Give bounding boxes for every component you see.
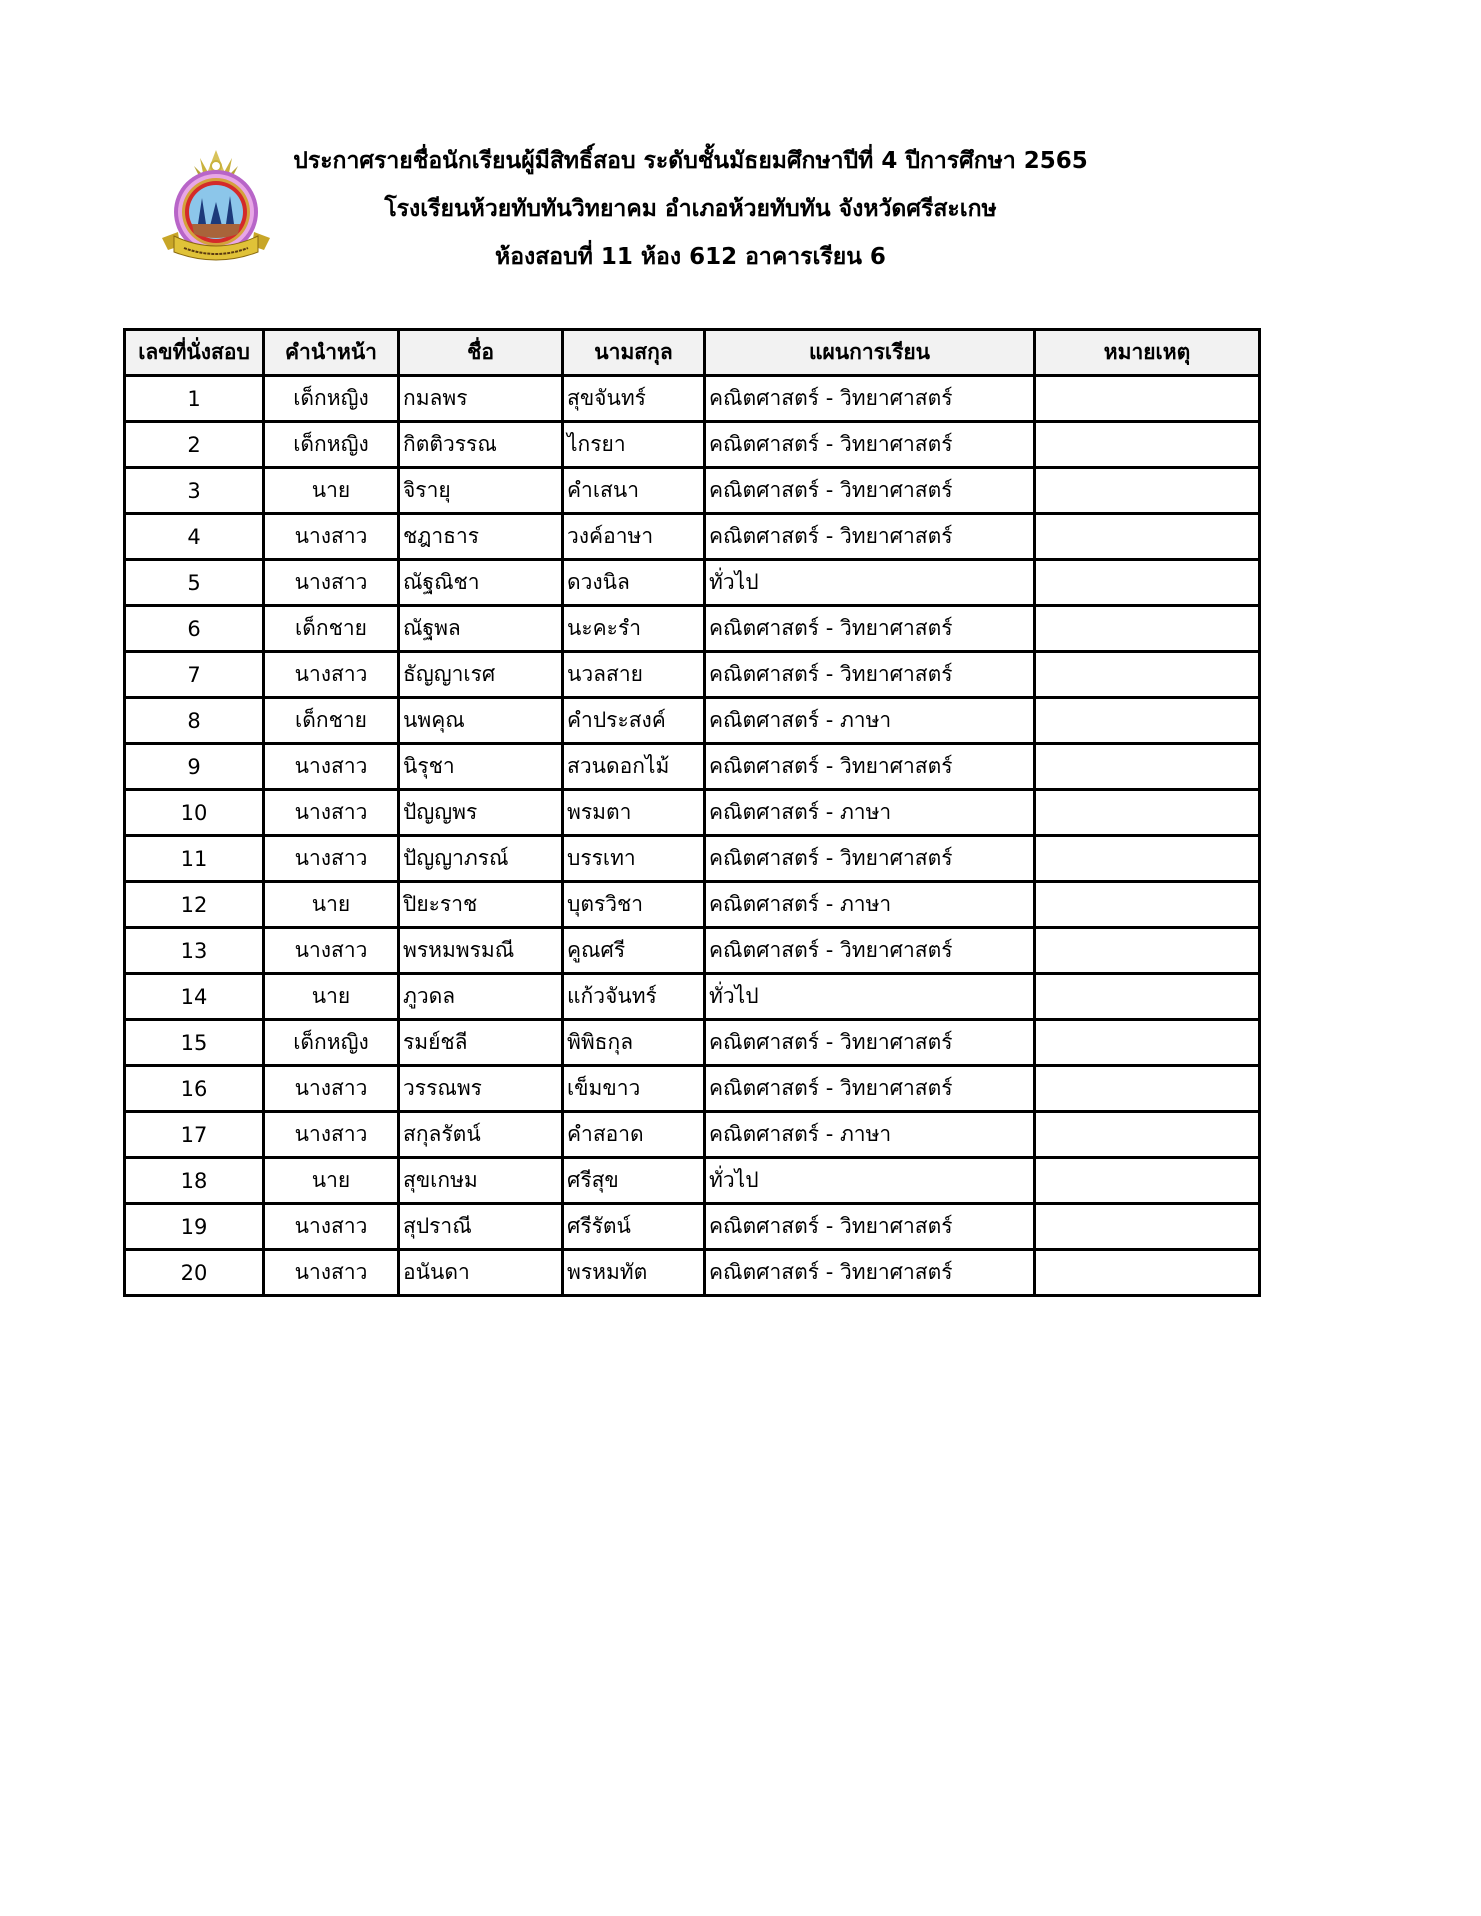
prefix-cell: เด็กหญิง (264, 376, 399, 422)
study-plan-cell: คณิตศาสตร์ - ภาษา (705, 882, 1035, 928)
first-name-cell: กิตติวรรณ (399, 422, 563, 468)
table-row (125, 1250, 1260, 1296)
last-name-cell: นะคะรำ (563, 606, 705, 652)
table-row (125, 376, 1260, 422)
note-cell (1035, 1250, 1260, 1296)
last-name-cell: ไกรยา (563, 422, 705, 468)
study-plan-cell: คณิตศาสตร์ - วิทยาศาสตร์ (705, 376, 1035, 422)
seat-number-cell: 10 (125, 790, 264, 836)
first-name-cell: สุขเกษม (399, 1158, 563, 1204)
table-row (125, 1020, 1260, 1066)
table-row (125, 422, 1260, 468)
table-row (125, 606, 1260, 652)
first-name-cell: นพคุณ (399, 698, 563, 744)
last-name-cell: สวนดอกไม้ (563, 744, 705, 790)
note-cell (1035, 652, 1260, 698)
prefix-cell: นาย (264, 974, 399, 1020)
seat-number-cell: 8 (125, 698, 264, 744)
last-name-cell: พิพิธกุล (563, 1020, 705, 1066)
column-header-prefix: คำนำหน้า (264, 330, 399, 376)
first-name-cell: ณัฐณิชา (399, 560, 563, 606)
prefix-cell: นางสาว (264, 928, 399, 974)
prefix-cell: เด็กหญิง (264, 422, 399, 468)
note-cell (1035, 1020, 1260, 1066)
last-name-cell: ดวงนิล (563, 560, 705, 606)
table-row (125, 836, 1260, 882)
note-cell (1035, 698, 1260, 744)
last-name-cell: เข็มขาว (563, 1066, 705, 1112)
first-name-cell: อนันดา (399, 1250, 563, 1296)
table-row (125, 1158, 1260, 1204)
study-plan-cell: คณิตศาสตร์ - วิทยาศาสตร์ (705, 1066, 1035, 1112)
seat-number-cell: 15 (125, 1020, 264, 1066)
note-cell (1035, 422, 1260, 468)
column-header-last-name: นามสกุล (563, 330, 705, 376)
study-plan-cell: คณิตศาสตร์ - วิทยาศาสตร์ (705, 1020, 1035, 1066)
study-plan-cell: คณิตศาสตร์ - วิทยาศาสตร์ (705, 652, 1035, 698)
study-plan-cell: คณิตศาสตร์ - วิทยาศาสตร์ (705, 606, 1035, 652)
note-cell (1035, 790, 1260, 836)
column-header-study-plan: แผนการเรียน (705, 330, 1035, 376)
table-row (125, 790, 1260, 836)
table-row (125, 928, 1260, 974)
prefix-cell: นางสาว (264, 1204, 399, 1250)
prefix-cell: นางสาว (264, 836, 399, 882)
note-cell (1035, 560, 1260, 606)
table-row (125, 1112, 1260, 1158)
table-row (125, 1066, 1260, 1112)
last-name-cell: ศรีสุข (563, 1158, 705, 1204)
column-header-note: หมายเหตุ (1035, 330, 1260, 376)
study-plan-cell: ทั่วไป (705, 560, 1035, 606)
table-row (125, 514, 1260, 560)
first-name-cell: ปัญญพร (399, 790, 563, 836)
prefix-cell: นางสาว (264, 1066, 399, 1112)
last-name-cell: ศรีรัตน์ (563, 1204, 705, 1250)
first-name-cell: วรรณพร (399, 1066, 563, 1112)
prefix-cell: นาย (264, 1158, 399, 1204)
last-name-cell: คูณศรี (563, 928, 705, 974)
first-name-cell: ปิยะราช (399, 882, 563, 928)
seat-number-cell: 16 (125, 1066, 264, 1112)
table-row (125, 468, 1260, 514)
column-header-first-name: ชื่อ (399, 330, 563, 376)
seat-number-cell: 5 (125, 560, 264, 606)
table-row (125, 1204, 1260, 1250)
last-name-cell: นวลสาย (563, 652, 705, 698)
seat-number-cell: 6 (125, 606, 264, 652)
study-plan-cell: ทั่วไป (705, 1158, 1035, 1204)
seat-number-cell: 18 (125, 1158, 264, 1204)
study-plan-cell: คณิตศาสตร์ - วิทยาศาสตร์ (705, 836, 1035, 882)
note-cell (1035, 1158, 1260, 1204)
seat-number-cell: 9 (125, 744, 264, 790)
table-header-row (125, 330, 1260, 376)
first-name-cell: ณัฐพล (399, 606, 563, 652)
last-name-cell: คำประสงค์ (563, 698, 705, 744)
seat-number-cell: 14 (125, 974, 264, 1020)
note-cell (1035, 882, 1260, 928)
last-name-cell: แก้วจันทร์ (563, 974, 705, 1020)
first-name-cell: พรหมพรมณี (399, 928, 563, 974)
table-row (125, 698, 1260, 744)
note-cell (1035, 744, 1260, 790)
seat-number-cell: 7 (125, 652, 264, 698)
prefix-cell: นางสาว (264, 560, 399, 606)
first-name-cell: ธัญญาเรศ (399, 652, 563, 698)
study-plan-cell: คณิตศาสตร์ - วิทยาศาสตร์ (705, 1204, 1035, 1250)
last-name-cell: คำเสนา (563, 468, 705, 514)
prefix-cell: นางสาว (264, 1112, 399, 1158)
note-cell (1035, 1204, 1260, 1250)
note-cell (1035, 928, 1260, 974)
first-name-cell: ภูวดล (399, 974, 563, 1020)
note-cell (1035, 514, 1260, 560)
study-plan-cell: คณิตศาสตร์ - ภาษา (705, 790, 1035, 836)
study-plan-cell: คณิตศาสตร์ - วิทยาศาสตร์ (705, 514, 1035, 560)
first-name-cell: ชฎาธาร (399, 514, 563, 560)
last-name-cell: วงค์อาษา (563, 514, 705, 560)
note-cell (1035, 468, 1260, 514)
last-name-cell: บุตรวิชา (563, 882, 705, 928)
table-row (125, 882, 1260, 928)
note-cell (1035, 974, 1260, 1020)
seat-number-cell: 19 (125, 1204, 264, 1250)
last-name-cell: คำสอาด (563, 1112, 705, 1158)
study-plan-cell: ทั่วไป (705, 974, 1035, 1020)
last-name-cell: พรหมทัต (563, 1250, 705, 1296)
prefix-cell: นางสาว (264, 744, 399, 790)
last-name-cell: บรรเทา (563, 836, 705, 882)
prefix-cell: นางสาว (264, 514, 399, 560)
note-cell (1035, 376, 1260, 422)
table-body (125, 376, 1260, 1296)
study-plan-cell: คณิตศาสตร์ - วิทยาศาสตร์ (705, 1250, 1035, 1296)
seat-number-cell: 2 (125, 422, 264, 468)
table-row (125, 652, 1260, 698)
seat-number-cell: 4 (125, 514, 264, 560)
seat-number-cell: 12 (125, 882, 264, 928)
prefix-cell: เด็กหญิง (264, 1020, 399, 1066)
study-plan-cell: คณิตศาสตร์ - วิทยาศาสตร์ (705, 928, 1035, 974)
note-cell (1035, 606, 1260, 652)
first-name-cell: นิรุชา (399, 744, 563, 790)
first-name-cell: ปัญญาภรณ์ (399, 836, 563, 882)
study-plan-cell: คณิตศาสตร์ - ภาษา (705, 698, 1035, 744)
table-row (125, 974, 1260, 1020)
announcement-title: ประกาศรายชื่อนักเรียนผู้มีสิทธิ์สอบ ระดับชั้นมัธยมศึกษาปีที่ 4 ปีการศึกษา 2565 (293, 148, 1088, 174)
note-cell (1035, 836, 1260, 882)
prefix-cell: เด็กชาย (264, 606, 399, 652)
first-name-cell: กมลพร (399, 376, 563, 422)
seat-number-cell: 17 (125, 1112, 264, 1158)
study-plan-cell: คณิตศาสตร์ - วิทยาศาสตร์ (705, 422, 1035, 468)
exam-room-info: ห้องสอบที่ 11 ห้อง 612 อาคารเรียน 6 (495, 244, 886, 270)
column-header-seat: เลขที่นั่งสอบ (125, 330, 264, 376)
exam-roster-table (123, 328, 1261, 1297)
first-name-cell: จิรายุ (399, 468, 563, 514)
prefix-cell: นางสาว (264, 1250, 399, 1296)
first-name-cell: รมย์ชลี (399, 1020, 563, 1066)
prefix-cell: นาย (264, 882, 399, 928)
seat-number-cell: 11 (125, 836, 264, 882)
note-cell (1035, 1112, 1260, 1158)
study-plan-cell: คณิตศาสตร์ - ภาษา (705, 1112, 1035, 1158)
seat-number-cell: 13 (125, 928, 264, 974)
seat-number-cell: 1 (125, 376, 264, 422)
prefix-cell: นางสาว (264, 652, 399, 698)
table-row (125, 560, 1260, 606)
school-name: โรงเรียนห้วยทับทันวิทยาคม อำเภอห้วยทับทัน จังหวัดศรีสะเกษ (384, 196, 997, 222)
seat-number-cell: 3 (125, 468, 264, 514)
seat-number-cell: 20 (125, 1250, 264, 1296)
prefix-cell: นางสาว (264, 790, 399, 836)
prefix-cell: นาย (264, 468, 399, 514)
study-plan-cell: คณิตศาสตร์ - วิทยาศาสตร์ (705, 468, 1035, 514)
prefix-cell: เด็กชาย (264, 698, 399, 744)
last-name-cell: พรมตา (563, 790, 705, 836)
first-name-cell: สกุลรัตน์ (399, 1112, 563, 1158)
study-plan-cell: คณิตศาสตร์ - วิทยาศาสตร์ (705, 744, 1035, 790)
first-name-cell: สุปราณี (399, 1204, 563, 1250)
last-name-cell: สุขจันทร์ (563, 376, 705, 422)
table-row (125, 744, 1260, 790)
note-cell (1035, 1066, 1260, 1112)
